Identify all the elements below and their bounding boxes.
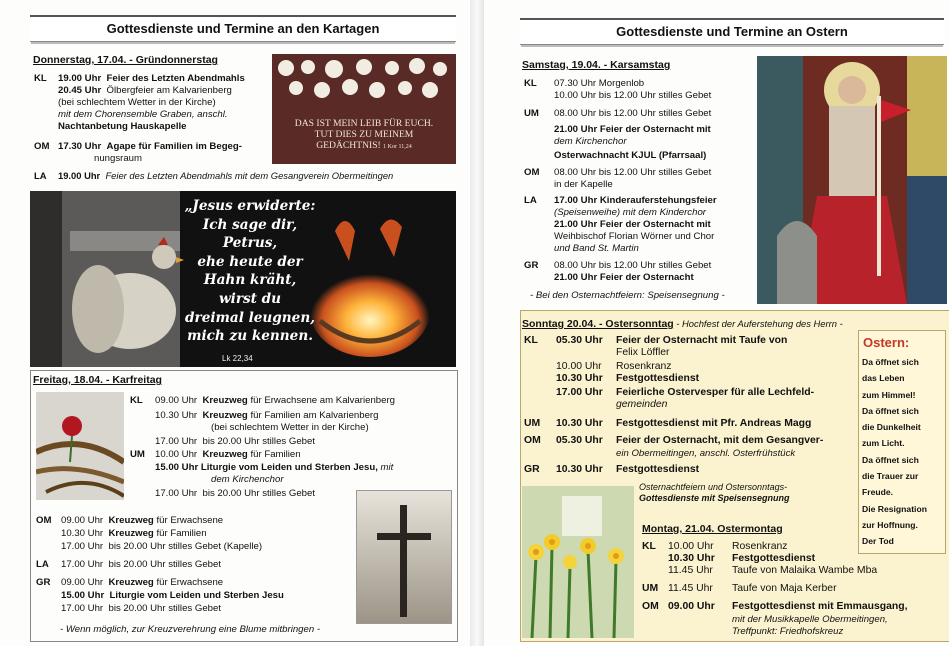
thursday-line: nungsraum — [94, 153, 142, 164]
saturday-line: KL 07.30 Uhr Morgenlob — [524, 78, 645, 89]
friday-line: 15.00 Uhr Liturgie vom Leiden und Sterben Jesu, mit — [155, 462, 394, 473]
thursday-line: LA 19.00 Uhr Feier des Letzten Abendmahls mit dem Gesangverein Obermeitingen — [34, 170, 394, 181]
risen-christ-icon — [757, 56, 947, 304]
page-gutter — [470, 0, 484, 646]
friday-line: UM 10.00 Uhr Kreuzweg für Familien — [130, 449, 301, 460]
sunday-title-row — [522, 314, 843, 332]
sunday-title: Sonntag 20.04. - Ostersonntag — [522, 318, 674, 330]
saturday-line: 10.00 Uhr bis 12.00 Uhr stilles Gebet — [554, 90, 712, 101]
sunday-line: KL 05.30 Uhr Feier der Osternacht mit Taufe von — [524, 335, 788, 346]
stained-glass-image — [757, 56, 947, 304]
thursday-line: KL 19.00 Uhr Feier des Letzten Abendmahls — [34, 73, 245, 84]
rose-thorns-icon — [36, 392, 124, 500]
thursday-line: 20.45 Uhr Ölbergfeier am Kalvarienberg — [58, 85, 232, 96]
left-page — [0, 0, 470, 646]
friday-line: GR 09.00 Uhr Kreuzweg für Erwachsene — [36, 577, 224, 588]
saturday-line: in der Kapelle — [554, 179, 613, 190]
friday-line: 10.30 Uhr Kreuzweg für Familien am Kalvarienberg — [155, 410, 379, 421]
saturday-line: GR 08.00 Uhr bis 12.00 Uhr stilles Gebet — [524, 260, 712, 271]
sunday-line: Felix Löffler — [616, 347, 670, 358]
right-page — [484, 0, 949, 646]
friday-line: 17.00 Uhr bis 20.00 Uhr stilles Gebet (Kapelle) — [61, 541, 263, 552]
friday-line: 17.00 Uhr bis 20.00 Uhr stilles Gebet — [155, 436, 316, 447]
cross-icon — [357, 491, 451, 623]
saturday-line: Weihbischof Florian Wörner und Chor — [554, 231, 715, 242]
monday-line: UM 11.45 Uhr Taufe von Maja Kerber — [642, 583, 837, 594]
monday-line: Treffpunkt: Friedhofskreuz — [732, 626, 844, 637]
right-page-header: Gottesdienste und Termine an Ostern — [520, 18, 944, 45]
friday-line: 10.30 Uhr Kreuzweg für Familien — [61, 528, 207, 539]
daffodils-image — [522, 486, 634, 638]
sunday-line: gemeinden — [616, 399, 668, 410]
thursday-title: Donnerstag, 17.04. - Gründonnerstag — [33, 54, 218, 66]
sunday-line: UM 10.30 Uhr Festgottesdienst mit Pfr. Andreas Magg — [524, 418, 812, 429]
saturday-line: UM 08.00 Uhr bis 12.00 Uhr stilles Gebet — [524, 108, 712, 119]
saturday-line: 21.00 Uhr Feier der Osternacht mit — [554, 219, 711, 230]
saturday-note: - Bei den Osternachtfeiern: Speisensegnung - — [530, 290, 725, 301]
friday-line: 17.00 Uhr bis 20.00 Uhr stilles Gebet — [155, 488, 316, 499]
thursday-line: mit dem Chorensemble Graben, anschl. — [58, 109, 228, 120]
saturday-line: Osterwachnacht KJUL (Pfarrsaal) — [554, 150, 707, 161]
sunday-subtitle: - Hochfest der Auferstehung des Herrn - — [673, 318, 843, 329]
monday-line: 11.45 Uhr Taufe von Malaika Wambe Mba — [668, 565, 878, 576]
friday-title: Freitag, 18.04. - Karfreitag — [33, 374, 162, 386]
saturday-line: und Band St. Martin — [554, 243, 639, 254]
monday-line: mit der Musikkapelle Obermeitingen, — [732, 614, 888, 625]
saturday-line: dem Kirchenchor — [554, 136, 627, 147]
friday-line: 15.00 Uhr Liturgie vom Leiden und Sterben Jesu — [61, 590, 284, 601]
friday-line: (bei schlechtem Wetter in der Kirche) — [211, 422, 369, 433]
sunday-note: Osternachtfeiern und Ostersonntags- Gottesdienste mit Speisensegnung — [639, 482, 790, 503]
friday-line: 17.00 Uhr bis 20.00 Uhr stilles Gebet — [61, 603, 222, 614]
saturday-title: Samstag, 19.04. - Karsamstag — [522, 59, 671, 71]
saturday-line: LA 17.00 Uhr Kinderauferstehungsfeier — [524, 195, 717, 206]
ostern-text: Da öffnet sich das Leben zum Himmel! Da öffnet sich die Dunkelheit zum Licht. Da öffnet sich die Trauer zur Freude. Die Resignation zur Hoffnung. Der Tod — [862, 357, 927, 547]
sunday-line: OM 05.30 Uhr Feier der Osternacht, mit dem Gesangver- — [524, 435, 824, 446]
friday-line: dem Kirchenchor — [211, 474, 284, 485]
quote-text: „Jesus erwiderte: Ich sage dir, Petrus, ehe heute der Hahn kräht, wirst du dreimal leugnen, mich zu kennen. — [184, 198, 316, 345]
quote-ref: Lk 22,34 — [222, 354, 253, 363]
monday-title: Montag, 21.04. Ostermontag — [642, 523, 783, 535]
monday-line: 10.30 Uhr Festgottesdienst — [668, 553, 816, 564]
sunday-line: ein Obermeitingen, anschl. Osterfrühstück — [616, 448, 796, 459]
cross-image — [356, 490, 452, 624]
sunday-line: 10.00 Uhr Rosenkranz — [556, 361, 672, 372]
friday-note: - Wenn möglich, zur Kreuzverehrung eine Blume mitbringen - — [60, 624, 321, 635]
saturday-line: OM 08.00 Uhr bis 12.00 Uhr stilles Gebet — [524, 167, 712, 178]
monday-line: KL 10.00 Uhr Rosenkranz — [642, 541, 788, 552]
rose-image — [36, 392, 124, 500]
saturday-line: 21.00 Uhr Feier der Osternacht mit — [554, 124, 711, 135]
quote-image — [30, 191, 456, 367]
sunday-line: 10.30 Uhr Festgottesdienst — [556, 373, 700, 384]
friday-line: KL 09.00 Uhr Kreuzweg für Erwachsene am Kalvarienberg — [130, 395, 395, 406]
monday-line: OM 09.00 Uhr Festgottesdienst mit Emmausgang, — [642, 601, 908, 612]
friday-line: LA 17.00 Uhr bis 20.00 Uhr stilles Gebet — [36, 559, 222, 570]
thursday-line: OM 17.30 Uhr Agape für Familien im Begeg- — [34, 141, 242, 152]
bread-image — [272, 54, 456, 164]
left-page-header: Gottesdienste und Termine an den Kartagen — [30, 15, 456, 42]
sunday-line: GR 10.30 Uhr Festgottesdienst — [524, 464, 700, 475]
saturday-line: 21.00 Uhr Feier der Osternacht — [554, 272, 694, 283]
thursday-line: Nachtanbetung Hauskapelle — [58, 121, 187, 132]
sunday-line: 17.00 Uhr Feierliche Ostervesper für alle Lechfeld- — [556, 387, 815, 398]
saturday-line: (Speisenweihe) mit dem Kinderchor — [554, 207, 706, 218]
friday-line: OM 09.00 Uhr Kreuzweg für Erwachsene — [36, 515, 224, 526]
ostern-box — [858, 330, 946, 554]
thursday-line: (bei schlechtem Wetter in der Kirche) — [58, 97, 216, 108]
daffodil-flowers-icon — [522, 486, 634, 638]
ostern-title: Ostern: — [863, 335, 910, 350]
bread-quote: DAS IST MEIN LEIB FÜR EUCH. TUT DIES ZU MEINEM GEDÄCHTNIS! 1 Kor 11,24 — [294, 118, 434, 151]
